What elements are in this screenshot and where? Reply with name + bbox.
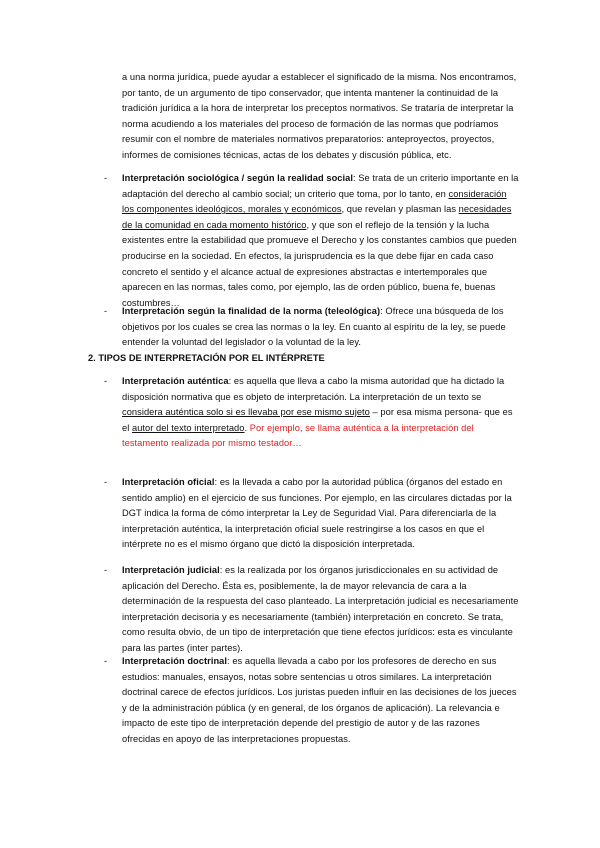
item-text-part: : Se trata de un criterio importante en la adaptación del derecho al cambio social; un criterio que toma, por lo tanto, en (122, 173, 519, 199)
item-title: Interpretación doctrinal (122, 656, 228, 666)
bullet-dash: - (104, 656, 108, 666)
underlined-phrase: necesidades de la comunidad en cada momento histórico (122, 204, 512, 230)
item-title: Interpretación oficial (122, 477, 215, 487)
item-title: Interpretación sociológica / según la realidad social (122, 173, 354, 183)
item-text-part: : Ofrece una búsqueda de los objetivos por los cuales se crea las normas o la ley. En cuanto al espíritu de la ley, se puede entender la voluntad del legislador o la voluntad de la ley. (122, 306, 506, 348)
item-text-part: , que revelan y plasman las (341, 204, 459, 215)
bullet-dash: - (104, 173, 108, 183)
item-title: Interpretación auténtica (122, 376, 229, 386)
item-doctrinal-text (122, 654, 520, 748)
item-title: Interpretación según la finalidad de la norma (teleológica) (122, 306, 381, 316)
red-example-text: Por ejemplo, se llama auténtica a la interpretación del testamento realizada por mismo testador… (122, 422, 474, 449)
item-teleologica-text (122, 304, 520, 351)
bullet-dash: - (104, 376, 108, 386)
item-text-part: . (244, 422, 250, 433)
item-text-part: , y que son el reflejo de la tensión y la lucha existentes entre la estabilidad que promueve el Derecho y los constantes cambios que pueden producirse en la sociedad. En efectos, la jurisprudencia es la que debe fijar en cada caso concreto el sentido y el alcance actual de expresiones abstractas e intertemporales que aparecen en las normas, tales como, por ejemplo, las de orden público, buena fe, buenas costumbres… (122, 219, 517, 308)
bullet-dash: - (104, 477, 108, 487)
intro-paragraph: a una norma jurídica, puede ayudar a establecer el significado de la misma. Nos encontramos, por tanto, de un argumento de tipo conservador, que intenta mantener la continuidad de la tradición jurídica a la hora de interpretar los preceptos normativos. Se trataría de interpretar la norma acudiendo a los materiales del proceso de formación de las normas que podríamos resumir con el nombre de materiales normativos preparatorios: anteproyectos, proyectos, informes de comisiones técnicas, actas de los debates y discusión pública, etc. (122, 72, 517, 160)
bullet-dash: - (104, 565, 108, 575)
underlined-phrase: considera auténtica solo si es llevaba por ese mismo sujeto (122, 407, 370, 418)
item-judicial-text (122, 563, 520, 657)
item-sociologica-text (122, 171, 520, 311)
item-text-part: – por esa misma persona- que es el (122, 407, 513, 433)
underlined-phrase: consideración los componentes ideológicos, morales y económicos (122, 188, 507, 215)
item-text-part: : es aquella llevada a cabo por los profesores de derecho en sus estudios: manuales, ensayos, notas sobre sentencias u otros similares. La interpretación doctrinal carece de efectos jurídicos. Los juristas pueden influir en las decisiones de los jueces y de la administración pública (y en general, de los órganos de aplicación). La relevancia e impacto de este tipo de interpretación depende del prestigio de autor y de las razones ofrecidas en apoyo de las interpretaciones propuestas. (122, 656, 517, 744)
section-heading: 2. TIPOS DE INTERPRETACIÓN POR EL INTÉRPRETE (88, 353, 325, 363)
item-text-part: : es aquella que lleva a cabo la misma autoridad que ha dictado la disposición normativa que es objeto de interpretación. La interpretación de un texto se (122, 376, 505, 402)
item-autentica-text (122, 374, 520, 452)
item-text-part: : es la realizada por los órganos jurisdiccionales en su actividad de aplicación del Derecho. Ésta es, posiblemente, la de mayor relevancia de cara a la determinación de la respuesta del caso planteado. La interpretación judicial es necesariamente interpretación decisoria y es necesariamente (también) interpretación en concreto. Se trata, como resulta obvio, de un tipo de interpretación que tiene efectos jurídicos: esta es vinculante para las partes (inter partes). (122, 565, 519, 653)
item-oficial-text (122, 475, 520, 553)
underlined-phrase: autor del texto interpretado (131, 422, 245, 433)
bullet-dash: - (104, 306, 108, 316)
item-title: Interpretación judicial (122, 565, 220, 575)
item-text-part: : es la llevada a cabo por la autoridad pública (órganos del estado en sentido amplio) en el ejercicio de sus funciones. Por ejemplo, en las circulares dictadas por la DGT indica la forma de cómo interpretar la Ley de Seguridad Vial. Para diferenciarla de la interpretación auténtica, la interpretación oficial suele restringirse a los casos en que el intérprete no es el mismo órgano que dictó la disposición interpretada. (122, 477, 512, 550)
